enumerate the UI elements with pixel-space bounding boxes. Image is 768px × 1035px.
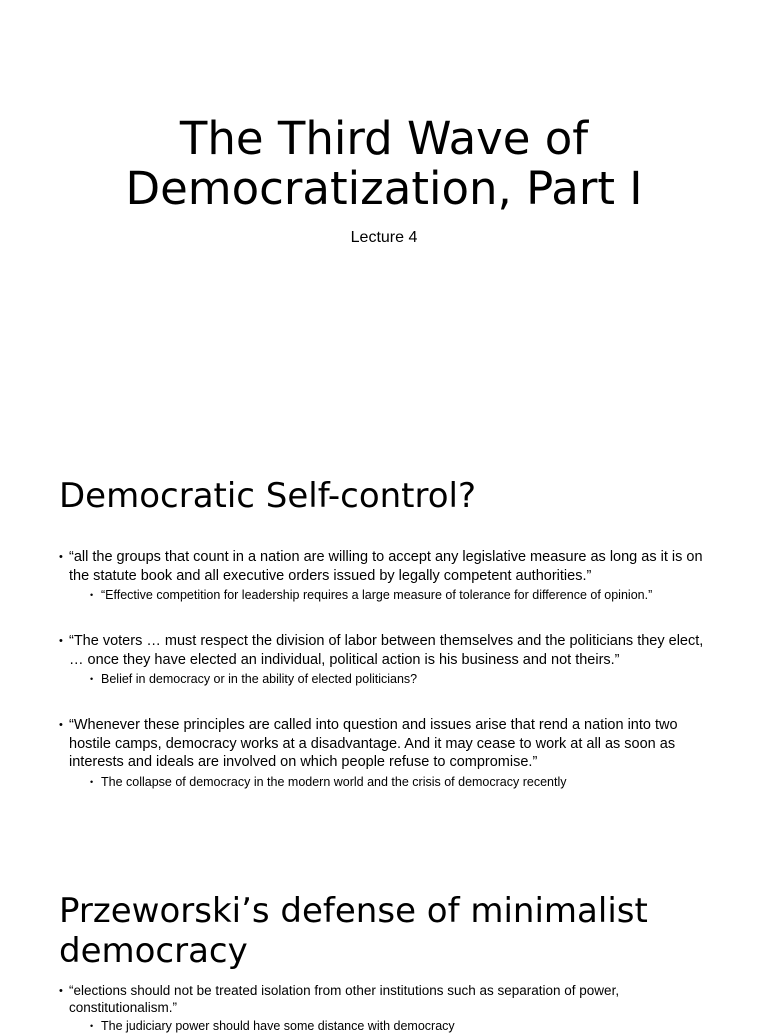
sub-bullet-text: Belief in democracy or in the ability of elected politicians?: [101, 672, 418, 686]
bullet-glyph: •: [59, 985, 63, 997]
sub-bullet-item: [69, 1018, 719, 1035]
bullet-item: [59, 632, 719, 688]
sub-bullet-item: [69, 774, 719, 791]
sub-bullet-text: The collapse of democracy in the modern world and the crisis of democracy recently: [101, 774, 567, 789]
presentation-title: The Third Wave of Democratization, Part I: [125, 112, 643, 215]
bullet-list: [59, 548, 719, 791]
sub-bullet-glyph: •: [90, 1021, 94, 1031]
bullet-glyph: •: [59, 551, 63, 563]
sub-bullet-glyph: •: [90, 776, 94, 787]
slide-title: [0, 0, 768, 432]
spacer: [59, 604, 719, 632]
bullet-glyph: •: [59, 635, 63, 647]
spacer: [59, 688, 719, 716]
slide-heading: Przeworski’s defense of minimalist democracy: [59, 891, 648, 971]
bullet-item: [59, 983, 719, 1035]
bullet-text: “elections should not be treated isolation from other institutions such as separation of power, constitutionalism.”: [69, 983, 620, 1015]
bullet-list: [59, 983, 719, 1035]
presentation-subtitle: Lecture 4: [350, 229, 418, 246]
slide-democratic-self-control: [0, 432, 768, 864]
sub-bullet-text: The judiciary power should have some distance with democracy: [101, 1019, 455, 1033]
bullet-item: [59, 716, 719, 791]
sub-bullet-glyph: •: [90, 590, 94, 600]
bullet-item: [59, 548, 719, 604]
bullet-text: “The voters … must respect the division of labor between themselves and the politicians they elect, … once they have elected an individual, political action is his business and not theirs.”: [69, 633, 704, 668]
bullet-text: “Whenever these principles are called into question and issues arise that rend a nation into two hostile camps, democracy works at a disadvantage. And it may cease to work at all as soon as interests and ideals are involved on which people refuse to compromise.”: [69, 717, 678, 770]
sub-bullet-item: [69, 587, 719, 604]
sub-bullet-text: “Effective competition for leadership requires a large measure of tolerance for difference of opinion.”: [101, 588, 653, 602]
sub-bullet-item: [69, 671, 719, 688]
bullet-text: “all the groups that count in a nation are willing to accept any legislative measure as long as it is on the statute book and all executive orders issued by legally competent authorities.”: [69, 549, 703, 584]
bullet-glyph: •: [59, 719, 63, 731]
slide-przeworski-defense: [0, 864, 768, 1033]
sub-bullet-glyph: •: [90, 674, 94, 684]
slide-heading: Democratic Self-control?: [59, 476, 477, 516]
